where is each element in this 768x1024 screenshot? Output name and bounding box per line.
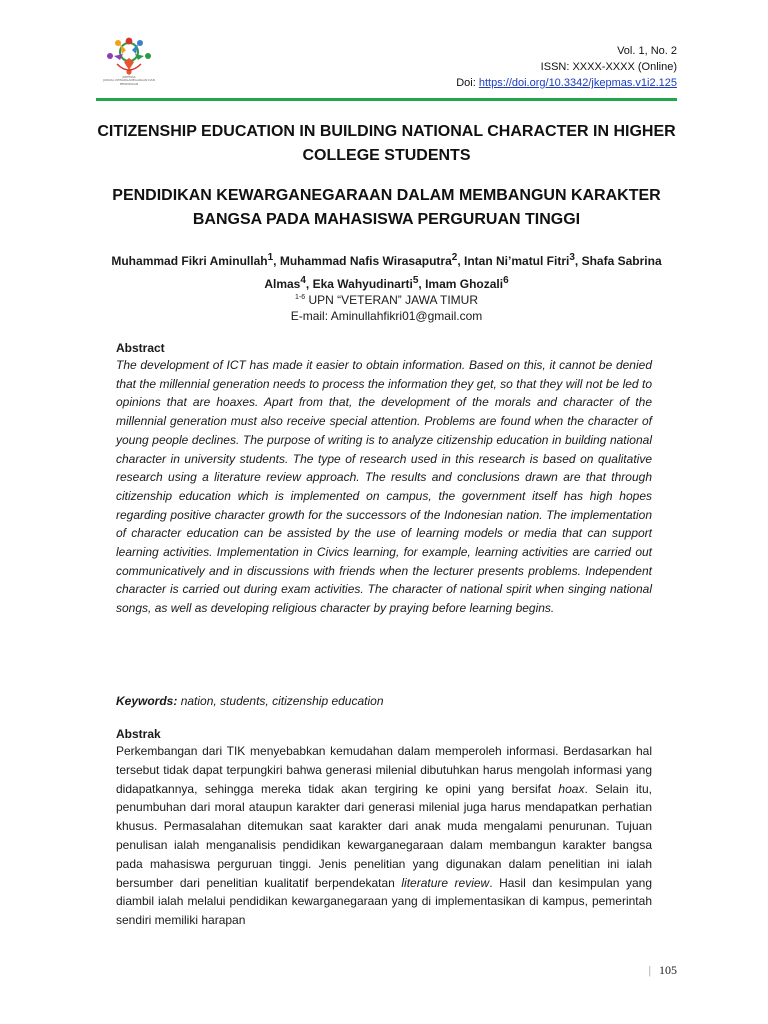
logo-caption-line: JKEPMAS — [122, 75, 136, 79]
author-name: , Shafa Sabrina Almas — [264, 254, 662, 291]
journal-meta — [456, 43, 677, 91]
volume-text: Vol. 1, No. 2 — [617, 45, 677, 57]
paper-title-english: CITIZENSHIP EDUCATION IN BUILDING NATIONAL CHARACTER IN HIGHER COLLEGE STUDENTS — [97, 123, 676, 164]
doi-label: Doi: — [456, 77, 479, 89]
journal-logo — [96, 32, 162, 92]
page-number-separator: | — [648, 963, 651, 977]
abstract-heading: Abstract — [116, 341, 165, 355]
institution-line — [96, 290, 677, 308]
journal-logo-icon — [96, 32, 162, 76]
author-affiliation-mark: 1 — [267, 252, 274, 263]
author-list — [96, 248, 677, 294]
keywords-value: nation, students, citizenship education — [177, 694, 384, 708]
logo-caption-line: JURNAL KEWARGANEGARAAN DAN — [103, 78, 155, 83]
abstrak-italic-term: literature review — [401, 875, 490, 890]
keywords-line — [116, 692, 652, 710]
header-divider — [96, 98, 677, 101]
abstrak-body — [116, 742, 652, 930]
affiliation — [96, 290, 677, 324]
author-name: , Muhammad Nafis Wirasaputra — [273, 254, 452, 268]
page-number — [649, 963, 677, 978]
author-affiliation-mark: 6 — [503, 275, 509, 286]
doi-line — [456, 75, 677, 91]
journal-logo-caption — [96, 76, 162, 86]
abstrak-heading: Abstrak — [116, 727, 161, 741]
author-name: Muhammad Fikri Aminullah — [111, 254, 268, 268]
issn-text: ISSN: XXXX-XXXX (Online) — [540, 61, 677, 73]
abstract-section — [116, 340, 652, 618]
abstrak-italic-term: hoax — [558, 781, 585, 796]
author-affiliation-mark: 3 — [569, 252, 575, 263]
abstrak-section — [116, 726, 652, 930]
author-affiliation-mark: 4 — [300, 275, 306, 286]
author-name: , Intan Ni’matul Fitri — [457, 254, 570, 268]
affiliation-range: 1-6 — [294, 294, 306, 301]
abstrak-text: Perkembangan dari TIK menyebabkan kemudahan dalam memperoleh informasi. Berdasarkan hal tersebut tidak dapat terpungkiri bahwa generasi milenial dibutuhkan harus mengolah informasi yang didapatkannya, sehingga mereka tidak akan tergiring ke opini yang bersifat — [116, 744, 652, 796]
abstract-body: The development of ICT has made it easier to obtain information. Based on this, it cannot be denied that the millennial generation needs to process the information they get, so that they will not be led to opinions that are hoaxes. Apart from that, the development of the morals and character of the millennial generation must also receive special attention. Problems are found when the character of young people declines. The purpose of writing is to analyze citizenship education in building national character in university students. The type of research used in this research is based on qualitative research using a literature review approach. The results and conclusions drawn are that through citizenship education which is implemented on campus, the government itself has high hopes regarding positive character growth for the successors of the Indonesian nation. The implementation of character education can be assisted by the use of learning models or media that can support learning activities. Implementation in Civics learning, for example, learning activities are carried out communicatively and in discussions with friends when the lecturer presents problems. Independent character is carried out during exam activities. The character of national spirit when singing national songs, as well as developing religious character by praying before learning begins. — [116, 358, 652, 616]
author-email: E-mail: Aminullahfikri01@gmail.com — [290, 309, 483, 323]
logo-caption-line: PENDIDIKAN — [119, 81, 139, 86]
author-name: , Imam Ghozali — [418, 277, 504, 291]
author-affiliation-mark: 5 — [412, 275, 419, 286]
abstrak-text: . Selain itu, penumbuhan dari moral ataupun karakter dari generasi milenial juga harus mendapatkan perhatian khusus. Permasalahan ditemukan saat karakter dari anak muda mengalami penurunan. Tujuan penulisan ialah menganalisis pendidikan kewarganegaraan dalam membangun karakter bangsa pada mahasiswa perguruan tinggi. Jenis penelitian yang digunakan dalam penelitian ini ialah bersumber dari penelitian kualitatif berpendekatan — [116, 781, 652, 890]
keywords-label: Keywords: — [116, 694, 178, 708]
page-number-value: 105 — [659, 963, 677, 977]
doi-link[interactable]: https://doi.org/10.3342/jkepmas.v1i2.125 — [478, 77, 677, 89]
institution-name: UPN “VETERAN” JAWA TIMUR — [305, 293, 479, 307]
author-name: , Eka Wahyudinarti — [305, 277, 413, 291]
abstrak-text: . Hasil dan kesimpulan yang diambil ialah melalui pendidikan kewarganegaraan yang di implementasikan di kampus, pemerintah sendiri memiliki harapan — [116, 875, 652, 928]
paper-title-indonesian: PENDIDIKAN KEWARGANEGARAAN DALAM MEMBANGUN KARAKTER BANGSA PADA MAHASISWA PERGURUAN TINGGI — [112, 187, 661, 228]
author-affiliation-mark: 2 — [451, 252, 458, 263]
